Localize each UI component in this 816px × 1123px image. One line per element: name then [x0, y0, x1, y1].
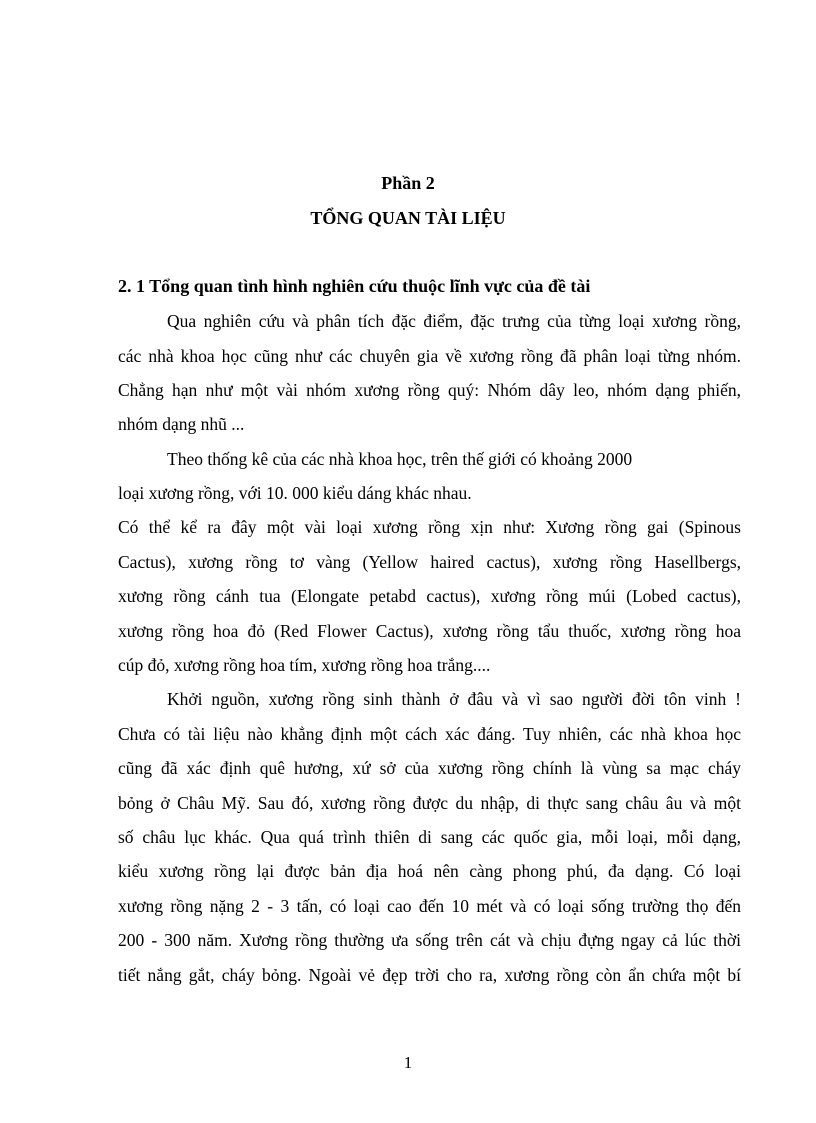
paragraph-1-line-4: nhóm dạng nhũ ...: [118, 414, 245, 434]
paragraph-4-line-7: xương rồng nặng 2 - 3 tấn, có loại cao đến 10 mét và có loại sống trường thọ đến: [118, 896, 741, 916]
paragraph-4-line-1: Khởi nguồn, xương rồng sinh thành ở đâu và vì sao người đời tôn vinh !: [167, 689, 741, 709]
paragraph-4-line-3: cũng đã xác định quê hương, xứ sở của xương rồng chính là vùng sa mạc cháy: [118, 758, 741, 778]
part-title: TỔNG QUAN TÀI LIỆU: [310, 208, 506, 228]
paragraph-4-line-4: bỏng ở Châu Mỹ. Sau đó, xương rồng được du nhập, di thực sang châu âu và một: [118, 793, 741, 813]
paragraph-4-line-6: kiểu xương rồng lại được bản địa hoá nên càng phong phú, đa dạng. Có loại: [118, 861, 741, 881]
paragraph-2-line-1: Theo thống kê của các nhà khoa học, trên thế giới có khoảng 2000: [167, 449, 633, 469]
paragraph-3-line-1: Có thể kể ra đây một vài loại xương rồng xịn như: Xương rồng gai (Spinous: [118, 517, 741, 537]
paragraph-1-line-3: Chẳng hạn như một vài nhóm xương rồng quý: Nhóm dây leo, nhóm dạng phiến,: [118, 380, 741, 400]
paragraph-3-line-3: xương rồng cánh tua (Elongate petabd cactus), xương rồng múi (Lobed cactus),: [118, 586, 741, 606]
paragraph-2-line-2: loại xương rồng, với 10. 000 kiểu dáng khác nhau.: [118, 483, 472, 503]
paragraph-3-line-2: Cactus), xương rồng tơ vàng (Yellow haired cactus), xương rồng Hasellbergs,: [118, 552, 741, 572]
paragraph-3-line-5: cúp đỏ, xương rồng hoa tím, xương rồng hoa trắng....: [118, 655, 491, 675]
paragraph-1-line-1: Qua nghiên cứu và phân tích đặc điểm, đặc trưng của từng loại xương rồng,: [167, 311, 741, 331]
paragraph-4-line-5: số châu lục khác. Qua quá trình thiên di sang các quốc gia, mỗi loại, mỗi dạng,: [118, 827, 741, 847]
paragraph-1-line-2: các nhà khoa học cũng như các chuyên gia về xương rồng đã phân loại từng nhóm.: [118, 346, 741, 366]
paragraph-4-line-9: tiết nắng gắt, cháy bỏng. Ngoài vẻ đẹp trời cho ra, xương rồng còn ẩn chứa một bí: [118, 965, 741, 985]
paragraph-4-line-8: 200 - 300 năm. Xương rồng thường ưa sống trên cát và chịu đựng ngay cả lúc thời: [118, 930, 741, 950]
section-heading: 2. 1 Tổng quan tình hình nghiên cứu thuộc lĩnh vực của đề tài: [118, 276, 591, 296]
paragraph-4-line-2: Chưa có tài liệu nào khẳng định một cách xác đáng. Tuy nhiên, các nhà khoa học: [118, 724, 741, 744]
part-label: Phần 2: [381, 173, 435, 193]
page-number: 1: [403, 1053, 413, 1072]
paragraph-3-line-4: xương rồng hoa đỏ (Red Flower Cactus), xương rồng tẩu thuốc, xương rồng hoa: [118, 621, 741, 641]
